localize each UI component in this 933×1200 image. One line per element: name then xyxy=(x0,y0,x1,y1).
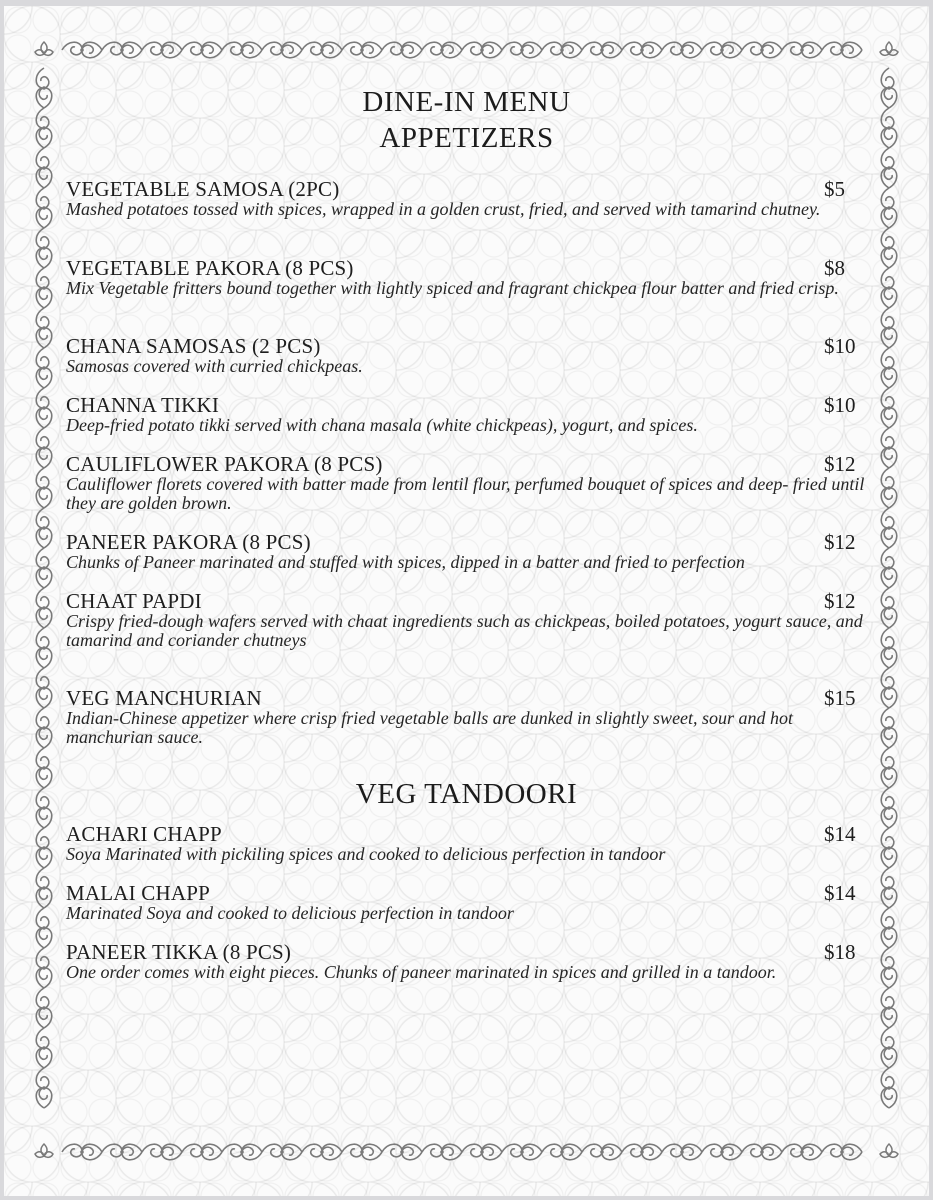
item-price: $5 xyxy=(824,177,845,201)
item-name: PANEER PAKORA (8 PCS) xyxy=(66,530,311,554)
item-price: $15 xyxy=(824,686,856,710)
menu-item-paneer-pakora xyxy=(66,531,866,572)
menu-content xyxy=(4,6,929,1196)
item-price: $12 xyxy=(824,589,856,613)
item-name: PANEER TIKKA (8 PCS) xyxy=(66,940,292,964)
item-description: Samosas covered with curried chickpeas. xyxy=(66,356,363,376)
item-description: Mix Vegetable fritters bound together with lightly spiced and fragrant chickpea flour batter and fried crisp. xyxy=(66,278,839,298)
item-price: $10 xyxy=(824,393,856,417)
item-price: $10 xyxy=(824,334,856,358)
item-name: ACHARI CHAPP xyxy=(66,822,222,846)
item-name: VEGETABLE SAMOSA (2PC) xyxy=(66,177,340,201)
item-description: Cauliflower florets covered with batter made from lentil flour, perfumed bouquet of spices and deep- fried until they are golden brown. xyxy=(66,474,865,513)
menu-item-chaat-papdi xyxy=(66,590,866,650)
menu-page xyxy=(4,6,929,1196)
item-price: $12 xyxy=(824,530,856,554)
item-name: CHANNA TIKKI xyxy=(66,393,220,417)
item-description: Soya Marinated with pickiling spices and cooked to delicious perfection in tandoor xyxy=(66,844,666,864)
item-price: $12 xyxy=(824,452,856,476)
item-description: Indian-Chinese appetizer where crisp fried vegetable balls are dunked in slightly sweet, sour and hot manchurian sauce. xyxy=(66,708,794,747)
menu-item-achari-chapp xyxy=(66,823,866,864)
item-price: $14 xyxy=(824,822,856,846)
menu-item-vegetable-samosa xyxy=(66,178,866,219)
item-description: Marinated Soya and cooked to delicious perfection in tandoor xyxy=(66,903,514,923)
item-description: One order comes with eight pieces. Chunks of paneer marinated in spices and grilled in a tandoor. xyxy=(66,962,777,982)
menu-title: DINE-IN MENU xyxy=(362,86,571,118)
item-name: CHANA SAMOSAS (2 PCS) xyxy=(66,334,321,358)
item-description: Mashed potatoes tossed with spices, wrapped in a golden crust, fried, and served with tamarind chutney. xyxy=(66,199,821,219)
menu-item-cauliflower-pakora xyxy=(66,453,866,513)
item-name: VEGETABLE PAKORA (8 PCS) xyxy=(66,256,354,280)
item-name: MALAI CHAPP xyxy=(66,881,210,905)
item-description: Deep-fried potato tikki served with chana masala (white chickpeas), yogurt, and spices. xyxy=(66,415,698,435)
menu-item-paneer-tikka xyxy=(66,941,866,982)
item-price: $18 xyxy=(824,940,856,964)
item-description: Chunks of Paneer marinated and stuffed with spices, dipped in a batter and fried to perfection xyxy=(66,552,745,572)
menu-item-chana-samosas xyxy=(66,335,866,376)
menu-item-malai-chapp xyxy=(66,882,866,923)
menu-item-veg-manchurian xyxy=(66,687,866,747)
item-name: CAULIFLOWER PAKORA (8 PCS) xyxy=(66,452,383,476)
appetizers-heading: APPETIZERS xyxy=(379,122,554,154)
item-description: Crispy fried-dough wafers served with chaat ingredients such as chickpeas, boiled potatoes, yogurt sauce, and tamarind and coriander chutneys xyxy=(66,611,863,650)
veg-tandoori-heading: VEG TANDOORI xyxy=(355,778,578,810)
item-price: $14 xyxy=(824,881,856,905)
menu-item-channa-tikki xyxy=(66,394,866,435)
item-price: $8 xyxy=(824,256,845,280)
menu-item-vegetable-pakora xyxy=(66,257,866,298)
item-name: CHAAT PAPDI xyxy=(66,589,202,613)
item-name: VEG MANCHURIAN xyxy=(66,686,262,710)
